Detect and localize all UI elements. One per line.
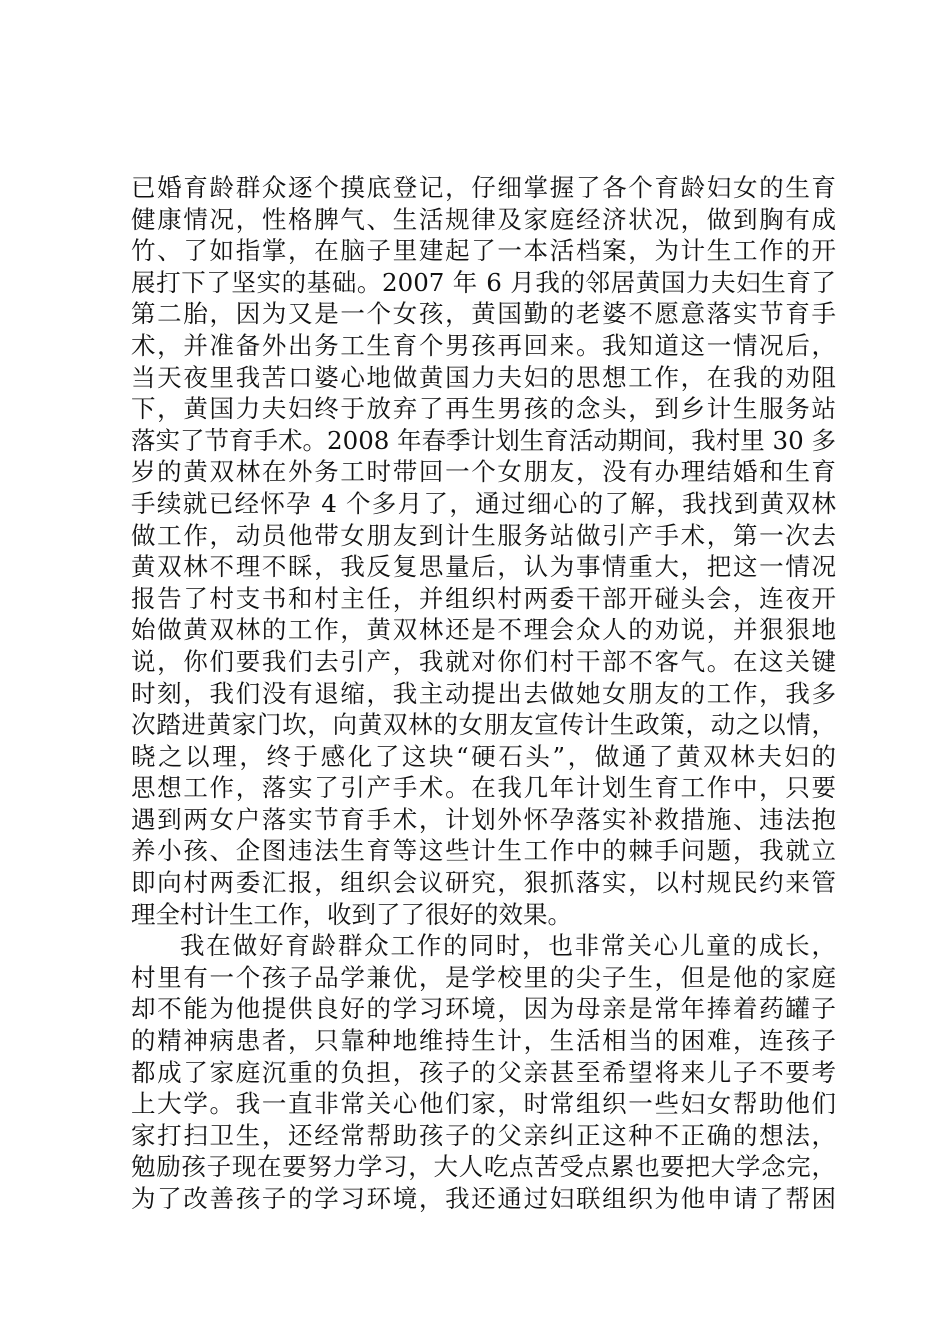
text-line: 的精神病患者，只靠种地维持生计，生活相当的困难，连孩子	[131, 1026, 836, 1056]
text-line: 家打扫卫生，还经常帮助孩子的父亲纠正这种不正确的想法，	[131, 1120, 836, 1150]
text-line: 养小孩、企图违法生育等这些计生工作中的棘手问题，我就立	[131, 836, 836, 866]
paragraph-2	[131, 930, 836, 1214]
text-line: 岁的黄双林在外务工时带回一个女朋友，没有办理结婚和生育	[131, 457, 836, 487]
text-line: 下，黄国力夫妇终于放弃了再生男孩的念头，到乡计生服务站	[131, 394, 836, 424]
text-line: 即向村两委汇报，组织会议研究，狠抓落实，以村规民约来管	[131, 868, 836, 898]
text-line: 竹、了如指掌，在脑子里建起了一本活档案，为计生工作的开	[131, 236, 836, 266]
text-line: 落实了节育手术。2008 年春季计划生育活动期间，我村里 30 多	[131, 425, 836, 455]
paragraph-1	[131, 172, 836, 930]
text-line: 理全村计生工作，收到了了很好的效果。	[131, 899, 572, 929]
body-text	[131, 172, 836, 1215]
text-line: 都成了家庭沉重的负担，孩子的父亲甚至希望将来儿子不要考	[131, 1057, 836, 1087]
text-line: 晓之以理，终于感化了这块“硬石头”，做通了黄双林夫妇的	[131, 741, 836, 771]
text-line: 当天夜里我苦口婆心地做黄国力夫妇的思想工作，在我的劝阻	[131, 362, 836, 392]
text-line: 手续就已经怀孕 4 个多月了，通过细心的了解，我找到黄双林	[131, 488, 836, 518]
text-line: 却不能为他提供良好的学习环境，因为母亲是常年捧着药罐子	[131, 994, 836, 1024]
text-line: 上大学。我一直非常关心他们家，时常组织一些妇女帮助他们	[131, 1089, 836, 1119]
text-line: 已婚育龄群众逐个摸底登记，仔细掌握了各个育龄妇女的生育	[131, 173, 836, 202]
text-line: 我在做好育龄群众工作的同时，也非常关心儿童的成长，	[180, 931, 836, 961]
text-line: 村里有一个孩子品学兼优，是学校里的尖子生，但是他的家庭	[131, 962, 836, 992]
text-line: 健康情况，性格脾气、生活规律及家庭经济状况，做到胸有成	[131, 204, 836, 234]
text-line: 时刻，我们没有退缩，我主动提出去做她女朋友的工作，我多	[131, 678, 836, 708]
text-line: 第二胎，因为又是一个女孩，黄国勤的老婆不愿意落实节育手	[131, 299, 836, 329]
text-line: 勉励孩子现在要努力学习，大人吃点苦受点累也要把大学念完，	[131, 1152, 836, 1182]
text-line: 展打下了坚实的基础。2007 年 6 月我的邻居黄国力夫妇生育了	[131, 267, 836, 297]
text-line: 报告了村支书和村主任，并组织村两委干部开碰头会，连夜开	[131, 583, 836, 613]
text-line: 做工作，动员他带女朋友到计生服务站做引产手术，第一次去	[131, 520, 836, 550]
text-line: 术，并准备外出务工生育个男孩再回来。我知道这一情况后，	[131, 330, 836, 360]
text-line: 为了改善孩子的学习环境，我还通过妇联组织为他申请了帮困	[131, 1184, 836, 1213]
text-line: 始做黄双林的工作，黄双林还是不理会众人的劝说，并狠狠地	[131, 615, 836, 645]
text-line: 次踏进黄家门坎，向黄双林的女朋友宣传计生政策，动之以情，	[131, 710, 836, 740]
text-line: 思想工作，落实了引产手术。在我几年计划生育工作中，只要	[131, 773, 836, 803]
text-line: 遇到两女户落实节育手术，计划外怀孕落实补救措施、违法抱	[131, 804, 836, 834]
text-line: 黄双林不理不睬，我反复思量后，认为事情重大，把这一情况	[131, 552, 836, 582]
text-line: 说，你们要我们去引产，我就对你们村干部不客气。在这关键	[131, 646, 836, 676]
